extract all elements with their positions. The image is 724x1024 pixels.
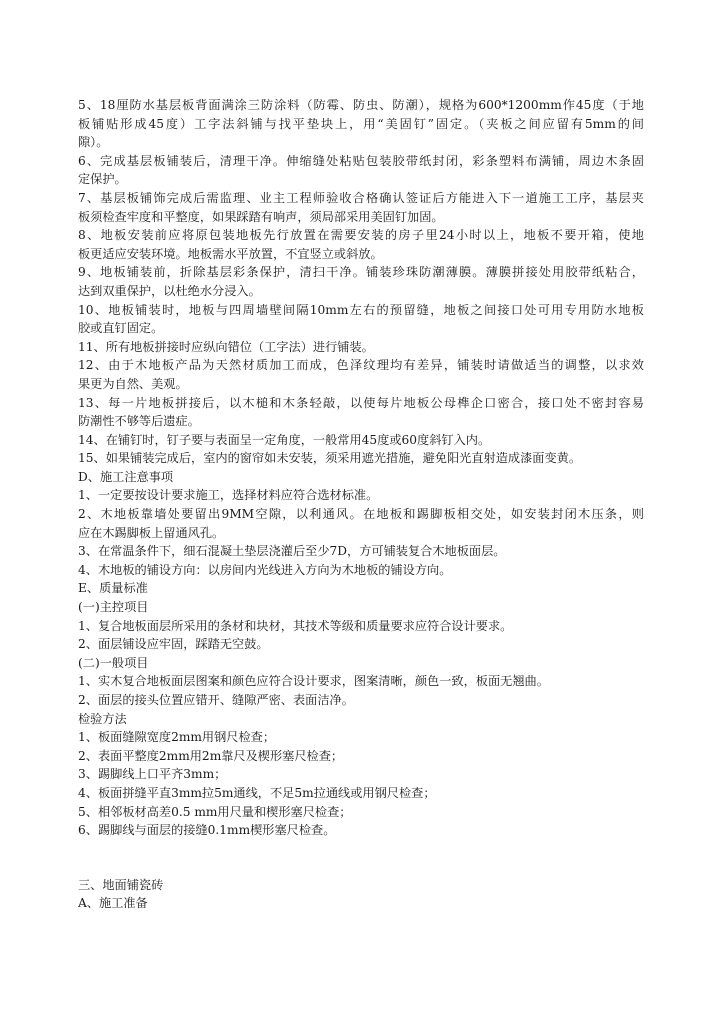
- text-line: 9、地板铺装前，折除基层彩条保护，清扫干净。铺装珍珠防潮薄膜。薄膜拼接处用胶带纸粘合，: [78, 265, 644, 280]
- text-line: 2、木地板靠墙处要留出9MM空隙，以利通风。在地板和踢脚板相交处，如安装封闭木压条，则: [78, 507, 644, 522]
- text-line: 4、板面拼缝平直3mm拉5m通线，不足5m拉通线或用钢尺检查；: [78, 785, 436, 800]
- section-heading: [78, 876, 644, 895]
- text-line: 胶或直钉固定。: [78, 321, 164, 336]
- text-line: 果更为自然、美观。: [78, 376, 188, 391]
- text-line: 2、表面平整度2mm用2m靠尺及楔形塞尺检查；: [78, 748, 344, 763]
- text-line: 板铺贴形成45度）工字法斜铺与找平垫块上，用“美固钉”固定。（夹板之间应留有5mm的间: [78, 116, 644, 131]
- text-line: 7、基层板铺饰完成后需监理、业主工程师验收合格确认签证后方能进入下一道施工工序，基层夹: [78, 190, 644, 205]
- text-line: 应在木踢脚板上留通风孔。: [78, 525, 225, 540]
- text-line: 8、地板安装前应将原包装地板先行放置在需要安装的房子里24小时以上，地板不要开箱，使地: [78, 228, 644, 243]
- paragraph: [78, 561, 644, 580]
- text-line: 15、如果铺装完成后，室内的窗帘如未安装，须采用遮光措施，避免阳光直射造成漆面变黄。: [78, 451, 582, 466]
- section-heading: [78, 654, 644, 673]
- text-line: 4、木地板的铺设方向：以房间内光线进入方向为木地板的铺设方向。: [78, 562, 452, 577]
- text-line: 6、完成基层板铺装后，清理干净。伸缩缝处粘贴包装胶带纸封闭，彩条塑料布满铺，周边木条固: [78, 153, 644, 168]
- document-page: [78, 96, 644, 913]
- text-line: 三、地面铺瓷砖: [78, 877, 164, 892]
- section-heading: [78, 598, 644, 617]
- text-line: 3、在常温条件下，细石混凝土垫层浇灌后至少7D，方可铺装复合木地板面层。: [78, 544, 506, 559]
- section-heading: [78, 468, 644, 487]
- paragraph: [78, 263, 644, 300]
- text-line: 检验方法: [78, 711, 127, 726]
- paragraph: [78, 226, 644, 263]
- paragraph: [78, 96, 644, 152]
- section-spacer: [78, 840, 644, 876]
- text-line: 1、复合地板面层所采用的条材和块材，其技术等级和质量要求应符合设计要求。: [78, 618, 513, 633]
- paragraph: [78, 431, 644, 450]
- paragraph: [78, 152, 644, 189]
- section-heading: [78, 894, 644, 913]
- text-line: 3、踢脚线上口平齐3mm；: [78, 767, 227, 782]
- paragraph: [78, 449, 644, 468]
- paragraph: [78, 505, 644, 542]
- section-heading: [78, 579, 644, 598]
- paragraph: [78, 617, 644, 636]
- text-line: 5、相邻板材高差0.5 mm用尺量和楔形塞尺检查；: [78, 804, 352, 819]
- paragraph: [78, 356, 644, 393]
- text-line: (二)一般项目: [78, 655, 149, 670]
- text-line: 5、18厘防水基层板背面满涂三防涂料（防霉、防虫、防潮），规格为600*1200mm作45度（于地: [78, 98, 644, 112]
- paragraph: [78, 821, 644, 840]
- text-line: 14、在铺钉时，钉子要与表面呈一定角度，一般常用45度或60度斜钉入内。: [78, 432, 491, 447]
- text-line: 1、板面缝隙宽度2mm用钢尺检查；: [78, 730, 276, 745]
- text-line: 2、面层铺设应牢固，踩踏无空鼓。: [78, 637, 269, 652]
- text-line: 6、踢脚线与面层的接缝0.1mm楔形塞尺检查。: [78, 823, 336, 838]
- text-line: 防潮性不够等后遗症。: [78, 414, 200, 429]
- text-line: E、质量标准: [78, 581, 148, 596]
- text-line: 10、地板铺装时，地板与四周墙壁间隔10mm左右的预留缝，地板之间接口处可用专用防水地板: [78, 302, 644, 317]
- text-line: 13、每一片地板拼接后，以木槌和木条轻敲，以使每片地板公母榫企口密合，接口处不密封容易: [78, 395, 644, 410]
- text-line: 1、一定要按设计要求施工，选择材料应符合选材标准。: [78, 488, 379, 503]
- paragraph: [78, 765, 644, 784]
- paragraph: [78, 803, 644, 822]
- text-line: A、施工准备: [78, 896, 148, 911]
- text-line: 2、面层的接头位置应错开、缝隙严密、表面洁净。: [78, 693, 354, 707]
- text-line: 定保护。: [78, 172, 127, 187]
- text-line: 1、实木复合地板面层图案和颜色应符合设计要求，图案清晰，颜色一致，板面无翘曲。: [78, 674, 549, 689]
- paragraph: [78, 691, 644, 710]
- text-line: D、施工注意事项: [78, 469, 174, 484]
- text-line: (一)主控项目: [78, 600, 149, 615]
- text-line: 12、由于木地板产品为天然材质加工而成，色泽纹理均有差异，铺装时请做适当的调整，以求效: [78, 358, 644, 373]
- paragraph: [78, 672, 644, 691]
- text-line: 隙）。: [78, 135, 109, 150]
- paragraph: [78, 486, 644, 505]
- paragraph: [78, 542, 644, 561]
- text-line: 达到双重保护，以杜绝水分浸入。: [78, 283, 261, 298]
- text-line: 板须检查牢度和平整度，如果踩踏有响声，须局部采用美固钉加固。: [78, 209, 444, 224]
- paragraph: [78, 635, 644, 654]
- paragraph: [78, 784, 644, 803]
- paragraph: [78, 394, 644, 431]
- paragraph: [78, 301, 644, 338]
- text-line: 11、所有地板拼接时应纵向错位（工字法）进行铺装。: [78, 339, 374, 354]
- paragraph: [78, 189, 644, 226]
- paragraph: [78, 747, 644, 766]
- text-line: 板更适应安装环境。地板需水平放置，不宜竖立或斜放。: [78, 246, 383, 261]
- paragraph: [78, 338, 644, 357]
- paragraph: [78, 728, 644, 747]
- section-heading: [78, 710, 644, 729]
